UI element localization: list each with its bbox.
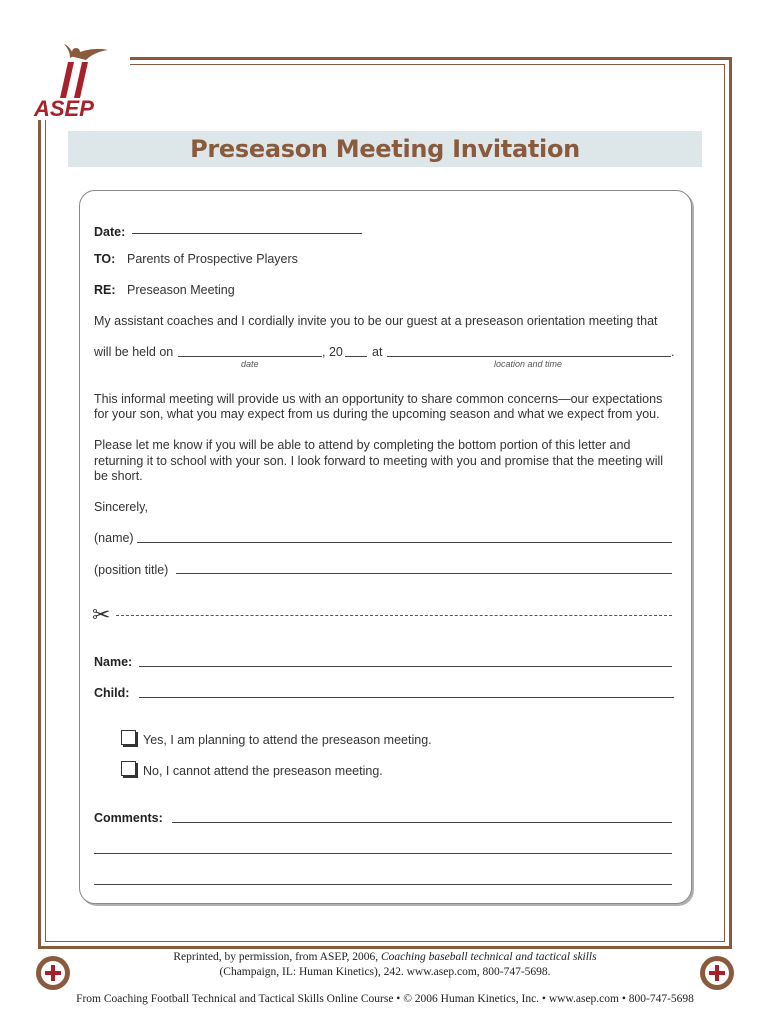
reply-child-label: Child:	[94, 686, 130, 700]
paragraph-1-period: .	[671, 345, 675, 359]
cross-icon-right	[700, 956, 734, 990]
reprint-credit-line-2: (Champaign, IL: Human Kinetics), 242. www.asep.com, 800-747-5698.	[219, 966, 551, 978]
logo-text: ASEP	[34, 96, 94, 120]
reply-name-field[interactable]	[139, 666, 672, 667]
attend-yes-checkbox[interactable]	[121, 730, 136, 745]
comments-field-line-3[interactable]	[94, 884, 672, 885]
sincerely-text: Sincerely,	[94, 500, 148, 514]
paragraph-3-line-3: be short.	[94, 469, 143, 483]
date-hint: date	[241, 359, 259, 369]
location-hint: location and time	[494, 359, 563, 369]
re-label: RE:	[94, 283, 116, 297]
name-label: (name)	[94, 531, 134, 545]
meeting-location-field[interactable]	[387, 356, 671, 357]
comments-field-line-1[interactable]	[172, 822, 672, 823]
attend-no-label: No, I cannot attend the preseason meeting.	[143, 764, 383, 778]
to-value: Parents of Prospective Players	[127, 252, 298, 266]
paragraph-3-line-1: Please let me know if you will be able to attend by completing the bottom portion of this letter and	[94, 438, 631, 452]
re-value: Preseason Meeting	[127, 283, 235, 297]
page-title: Preseason Meeting Invitation	[190, 135, 580, 163]
title-band	[68, 131, 702, 167]
scissors-icon: ✂	[92, 602, 111, 627]
reply-child-field[interactable]	[139, 697, 674, 698]
comments-field-line-2[interactable]	[94, 853, 672, 854]
course-footer: From Coaching Football Technical and Tactical Skills Online Course • © 2006 Human Kinetics, Inc. • www.asep.com • 800-747-5698	[76, 993, 694, 1005]
comments-label: Comments:	[94, 811, 163, 825]
meeting-date-field[interactable]	[178, 356, 322, 357]
to-label: TO:	[94, 252, 116, 266]
paragraph-1-at: at	[372, 345, 383, 359]
paragraph-2-line-1: This informal meeting will provide us with an opportunity to share common concerns—our expectations	[94, 392, 663, 406]
reply-name-label: Name:	[94, 655, 133, 669]
paragraph-1-line-1: My assistant coaches and I cordially invite you to be our guest at a preseason orientation meeting that	[94, 314, 658, 328]
attend-no-checkbox[interactable]	[121, 761, 136, 776]
signature-name-field[interactable]	[137, 542, 672, 543]
date-label: Date:	[94, 225, 126, 239]
reprint-credit-book-title: Coaching baseball technical and tactical skills	[381, 951, 597, 963]
position-title-field[interactable]	[176, 573, 672, 574]
asep-logo	[30, 40, 130, 120]
paragraph-1-held-on: will be held on	[94, 345, 174, 359]
reprint-credit	[0, 950, 770, 980]
date-field[interactable]	[132, 233, 362, 234]
position-label: (position title)	[94, 563, 169, 577]
cross-icon-left	[36, 956, 70, 990]
attend-yes-label: Yes, I am planning to attend the preseason meeting.	[143, 733, 432, 747]
paragraph-3-line-2: returning it to school with your son. I look forward to meeting with you and promise that the meeting will	[94, 454, 664, 468]
cut-line	[116, 615, 672, 616]
meeting-year-field[interactable]	[345, 356, 367, 357]
paragraph-1-year: , 20	[322, 345, 343, 359]
reprint-credit-line-1: Reprinted, by permission, from ASEP, 2006,	[173, 951, 382, 963]
paragraph-2-line-2: for your son, what you may expect from us during the upcoming season and what we expect from you.	[94, 407, 660, 421]
asep-logo-mark	[30, 40, 130, 120]
